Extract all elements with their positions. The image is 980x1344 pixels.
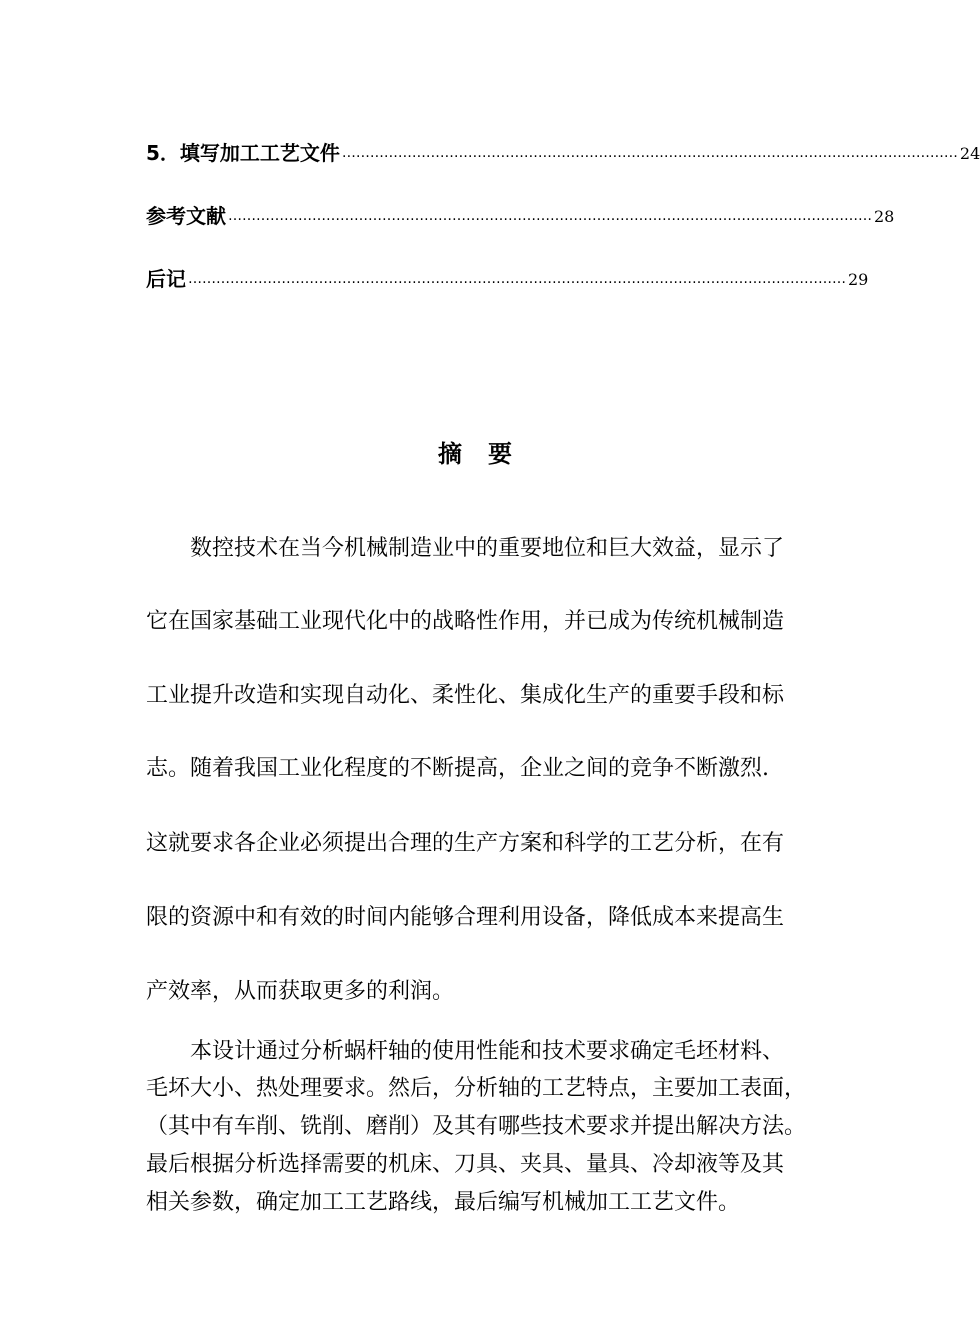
- paragraph-line: 它在国家基础工业现代化中的战略性作用，并已成为传统机械制造: [146, 609, 785, 634]
- toc-entry: [146, 199, 895, 229]
- toc-entry-title: 参考文献: [146, 204, 226, 228]
- toc-entry: [146, 136, 980, 166]
- paragraph-line: 这就要求各企业必须提出合理的生产方案和科学的工艺分析，在有: [146, 831, 785, 856]
- toc-entry-title: 5．填写加工工艺文件: [146, 141, 340, 165]
- toc-dot-leader: …………………………………………………………………………………………………………………………: [228, 208, 872, 224]
- paragraph-line: 最后根据分析选择需要的机床、刀具、夹具、量具、冷却液等及其: [146, 1152, 785, 1177]
- paragraph-line: 产效率，从而获取更多的利润。: [146, 979, 455, 1004]
- toc-dot-leader: ……………………………………………………………………………………………………………………………: [188, 271, 846, 287]
- toc-dot-leader: ……………………………………………………………………………………………………………………: [341, 145, 958, 161]
- toc-entry: [146, 262, 869, 292]
- toc-entry-title: 后记: [146, 267, 186, 291]
- toc-page-number: 29: [848, 270, 869, 289]
- abstract-heading: 摘要: [438, 440, 538, 468]
- toc-page-number: 28: [874, 207, 895, 226]
- paragraph-line: 相关参数，确定加工工艺路线，最后编写机械加工工艺文件。: [146, 1190, 741, 1215]
- paragraph-line: 本设计通过分析蜗杆轴的使用性能和技术要求确定毛坯材料、: [190, 1039, 785, 1064]
- paragraph-line: 数控技术在当今机械制造业中的重要地位和巨大效益，显示了: [190, 536, 785, 561]
- paragraph-line: 毛坏大小、热处理要求。然后，分析轴的工艺特点，主要加工表面，: [146, 1076, 807, 1101]
- toc-page-number: 24: [959, 144, 980, 163]
- paragraph-line: （其中有车削、铣削、磨削）及其有哪些技术要求并提出解决方法。: [146, 1114, 807, 1139]
- paragraph-line: 志。随着我国工业化程度的不断提高，企业之间的竞争不断激烈.: [146, 756, 769, 781]
- paragraph-line: 工业提升改造和实现自动化、柔性化、集成化生产的重要手段和标: [146, 683, 785, 708]
- paragraph-line: 限的资源中和有效的时间内能够合理利用设备，降低成本来提高生: [146, 905, 785, 930]
